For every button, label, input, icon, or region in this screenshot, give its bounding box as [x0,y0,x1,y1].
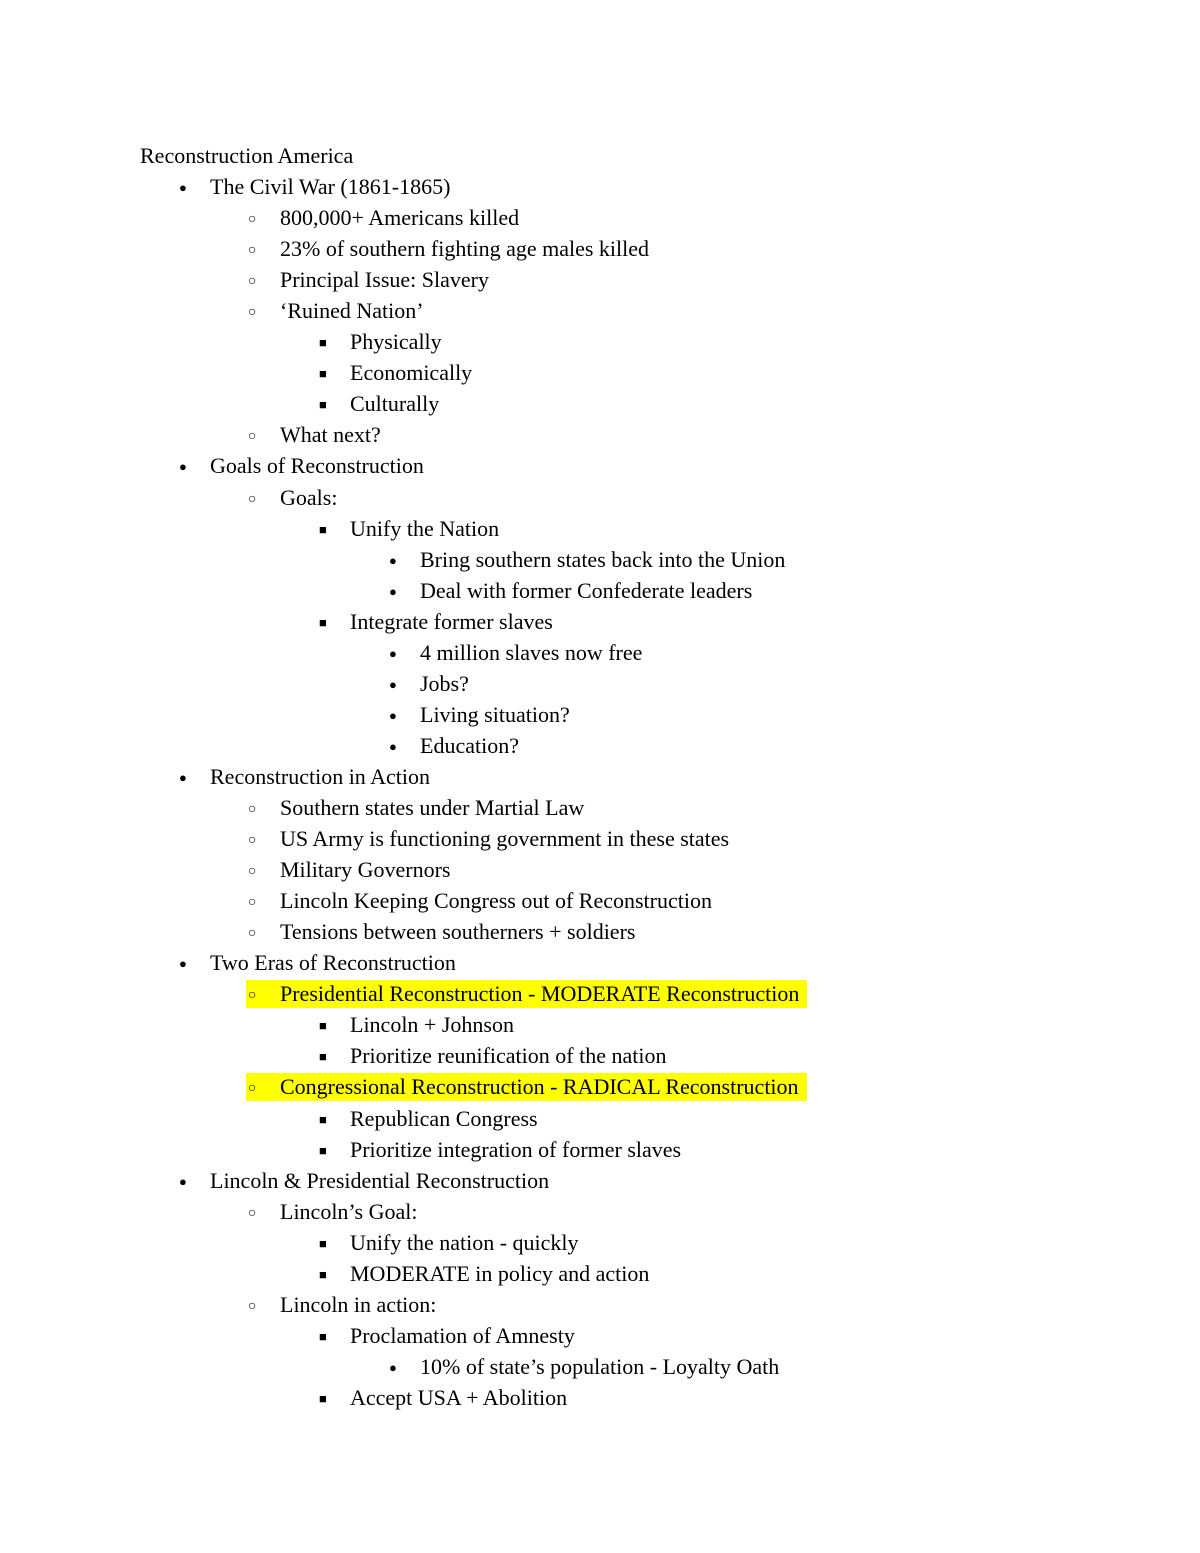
list-item [316,359,472,387]
list-item [386,639,642,667]
list-item [316,1011,514,1039]
list-item-text: 4 million slaves now free [420,640,643,665]
circle-bullet-icon [246,887,280,919]
circle-bullet-icon [246,1198,280,1230]
list-item [316,1229,579,1257]
circle-bullet-icon [246,1291,280,1323]
disc-bullet-icon [386,732,420,763]
list-item-text: Education? [420,733,519,758]
circle-bullet-icon [246,825,280,857]
list-item [316,1260,649,1288]
list-item-text: Lincoln + Johnson [350,1012,514,1037]
circle-bullet-icon [246,918,280,950]
list-item-text: Principal Issue: Slavery [280,267,489,292]
list-item-text: 10% of state’s population - Loyalty Oath [420,1354,780,1379]
list-item [176,1167,549,1195]
list-item [316,1136,681,1164]
square-bullet-icon [316,1042,350,1073]
list-item-text: Republican Congress [350,1106,538,1131]
circle-bullet-icon [246,266,280,298]
list-item-text: Tensions between southerners + soldiers [280,919,636,944]
list-item-text: Prioritize integration of former slaves [350,1137,682,1162]
list-item-text: 23% of southern fighting age males killed [280,236,650,261]
list-item-text: Presidential Reconstruction - MODERATE Reconstruction [280,981,800,1006]
list-item-text: Prioritize reunification of the nation [350,1043,667,1068]
disc-bullet-icon [386,639,420,670]
circle-bullet-icon [246,1073,280,1105]
list-item [386,546,785,574]
list-item [176,949,456,977]
list-item-text: Unify the Nation [350,516,500,541]
disc-bullet-icon [386,701,420,732]
list-item [246,235,649,263]
list-item [316,1322,575,1350]
list-item [246,980,807,1008]
square-bullet-icon [316,359,350,390]
list-item-text: Integrate former slaves [350,609,553,634]
list-item-text: The Civil War (1861-1865) [210,174,451,199]
list-item-text: Economically [350,360,473,385]
circle-bullet-icon [246,484,280,516]
list-item-text: Accept USA + Abolition [350,1385,568,1410]
list-item [246,918,635,946]
square-bullet-icon [316,1260,350,1291]
list-item [316,1042,666,1070]
list-item [176,173,450,201]
square-bullet-icon [316,390,350,421]
document-title: Reconstruction America [140,143,354,168]
list-item [386,577,752,605]
disc-bullet-icon [176,1167,210,1198]
circle-bullet-icon [246,421,280,453]
list-item-text: Deal with former Confederate leaders [420,578,753,603]
list-item [246,887,712,915]
disc-bullet-icon [386,670,420,701]
square-bullet-icon [316,328,350,359]
list-item [386,701,570,729]
list-item [246,297,424,325]
list-item-text: Unify the nation - quickly [350,1230,579,1255]
disc-bullet-icon [176,763,210,794]
disc-bullet-icon [176,452,210,483]
list-item-text: US Army is functioning government in these states [280,826,730,851]
disc-bullet-icon [386,546,420,577]
list-item-text: Goals: [280,485,338,510]
list-item [316,515,499,543]
list-item-text: Lincoln & Presidential Reconstruction [210,1168,550,1193]
circle-bullet-icon [246,204,280,236]
list-item-text: ‘Ruined Nation’ [280,298,424,323]
list-item [246,204,519,232]
square-bullet-icon [316,1011,350,1042]
list-item-text: What next? [280,422,381,447]
list-item [246,484,337,512]
list-item [246,1073,807,1101]
list-item-text: MODERATE in policy and action [350,1261,650,1286]
square-bullet-icon [316,515,350,546]
list-item [316,328,442,356]
list-item [386,732,519,760]
disc-bullet-icon [386,577,420,608]
list-item [176,763,430,791]
list-item [386,1353,779,1381]
square-bullet-icon [316,1322,350,1353]
list-item-text: Bring southern states back into the Union [420,547,786,572]
circle-bullet-icon [246,856,280,888]
square-bullet-icon [316,1384,350,1415]
square-bullet-icon [316,1229,350,1260]
list-item [246,825,729,853]
disc-bullet-icon [176,173,210,204]
list-item-text: Jobs? [420,671,469,696]
list-item [316,1105,538,1133]
list-item [246,856,450,884]
list-item-text: Living situation? [420,702,570,727]
list-item [246,1291,436,1319]
list-item-text: Lincoln Keeping Congress out of Reconstruction [280,888,712,913]
list-item [176,452,424,480]
circle-bullet-icon [246,794,280,826]
list-item-text: Southern states under Martial Law [280,795,585,820]
list-item-text: Lincoln’s Goal: [280,1199,418,1224]
circle-bullet-icon [246,297,280,329]
list-item [246,421,381,449]
list-item [246,266,489,294]
list-item [246,794,584,822]
list-item-text: Two Eras of Reconstruction [210,950,456,975]
list-item-text: Lincoln in action: [280,1292,437,1317]
list-item [316,608,553,636]
disc-bullet-icon [176,949,210,980]
list-item [386,670,469,698]
square-bullet-icon [316,1105,350,1136]
list-item-text: Military Governors [280,857,451,882]
disc-bullet-icon [386,1353,420,1384]
square-bullet-icon [316,1136,350,1167]
list-item [316,390,439,418]
list-item-text: Culturally [350,391,440,416]
circle-bullet-icon [246,235,280,267]
list-item-text: Congressional Reconstruction - RADICAL Reconstruction [280,1074,799,1099]
list-item-text: 800,000+ Americans killed [280,205,520,230]
list-item [246,1198,417,1226]
square-bullet-icon [316,608,350,639]
circle-bullet-icon [246,980,280,1012]
list-item-text: Physically [350,329,442,354]
list-item-text: Proclamation of Amnesty [350,1323,575,1348]
list-item-text: Reconstruction in Action [210,764,430,789]
list-item-text: Goals of Reconstruction [210,453,424,478]
list-item [316,1384,567,1412]
